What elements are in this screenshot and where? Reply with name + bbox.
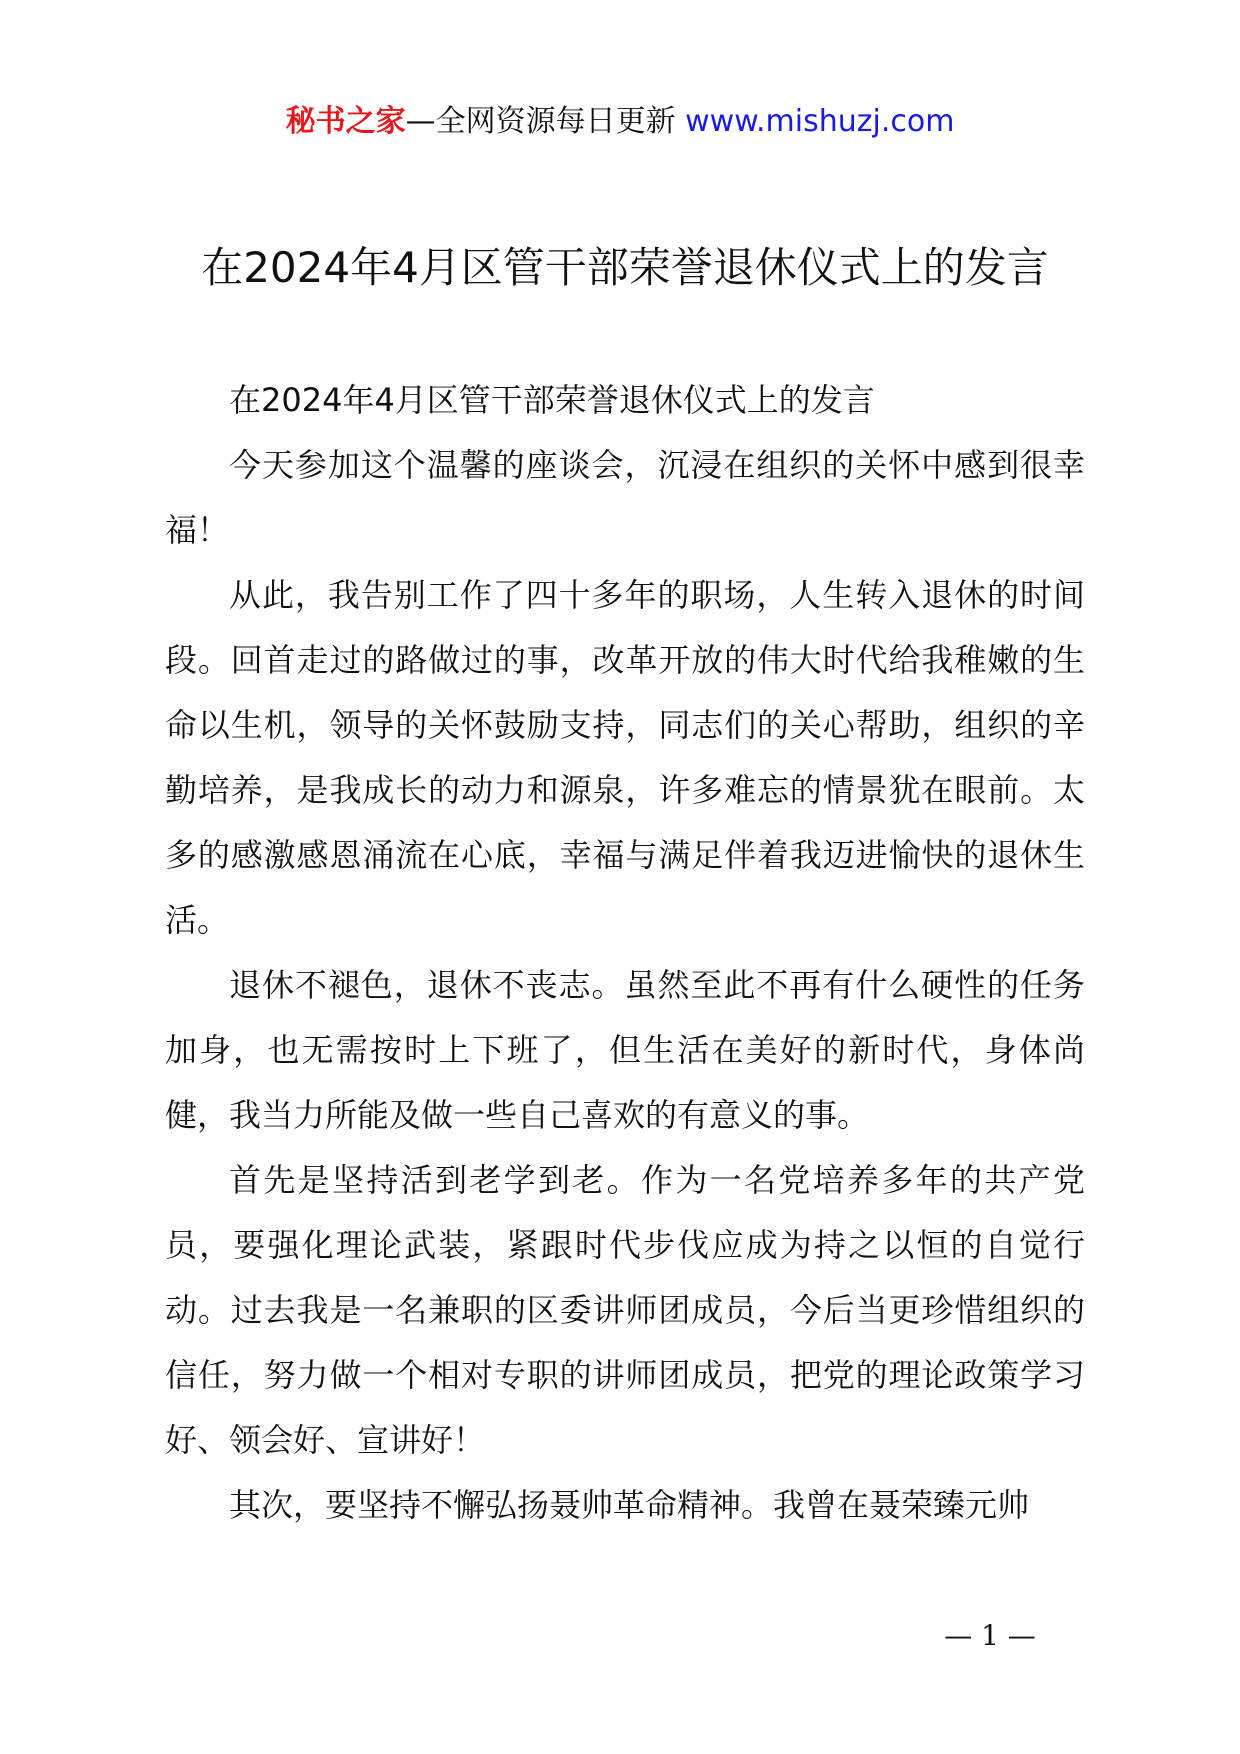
paragraph: 其次，要坚持不懈弘扬聂帅革命精神。我曾在聂荣臻元帅 [229,1486,1030,1524]
paragraph: 从此，我告别工作了四十多年的职场，人生转入退休的时间段。回首走过的路做过的事，改革开放的伟大时代给我稚嫩的生命以生机，领导的关怀鼓励支持，同志们的关心帮助，组织的辛勤培养，是我成长的动力和源泉，许多难忘的情景犹在眼前。太多的感激感恩涌流在心底，幸福与满足伴着我迈进愉快的退休生活。 [165,576,1085,939]
site-brand: 秘书之家 [285,104,406,139]
page-number: — 1 — [944,1619,1036,1652]
paragraph-subtitle: 在2024年4月区管干部荣誉退休仪式上的发言 [229,381,875,419]
site-header-banner [0,100,1240,144]
site-url-link[interactable]: www.mishuzj.com [685,104,955,139]
paragraph: 退休不褪色，退休不丧志。虽然至此不再有什么硬性的任务加身，也无需按时上下班了，但生活在美好的新时代，身体尚健，我当力所能及做一些自己喜欢的有意义的事。 [165,966,1085,1134]
paragraph: 今天参加这个温馨的座谈会，沉浸在组织的关怀中感到很幸福！ [165,446,1085,549]
site-tagline: —全网资源每日更新 [405,104,676,139]
document-title: 在2024年4月区管干部荣誉退休仪式上的发言 [201,243,1049,292]
paragraph: 首先是坚持活到老学到老。作为一名党培养多年的共产党员，要强化理论武装，紧跟时代步伐应成为持之以恒的自觉行动。过去我是一名兼职的区委讲师团成员，今后当更珍惜组织的信任，努力做一个相对专职的讲师团成员，把党的理论政策学习好、领会好、宣讲好！ [165,1161,1085,1459]
document-body [165,368,1085,1538]
